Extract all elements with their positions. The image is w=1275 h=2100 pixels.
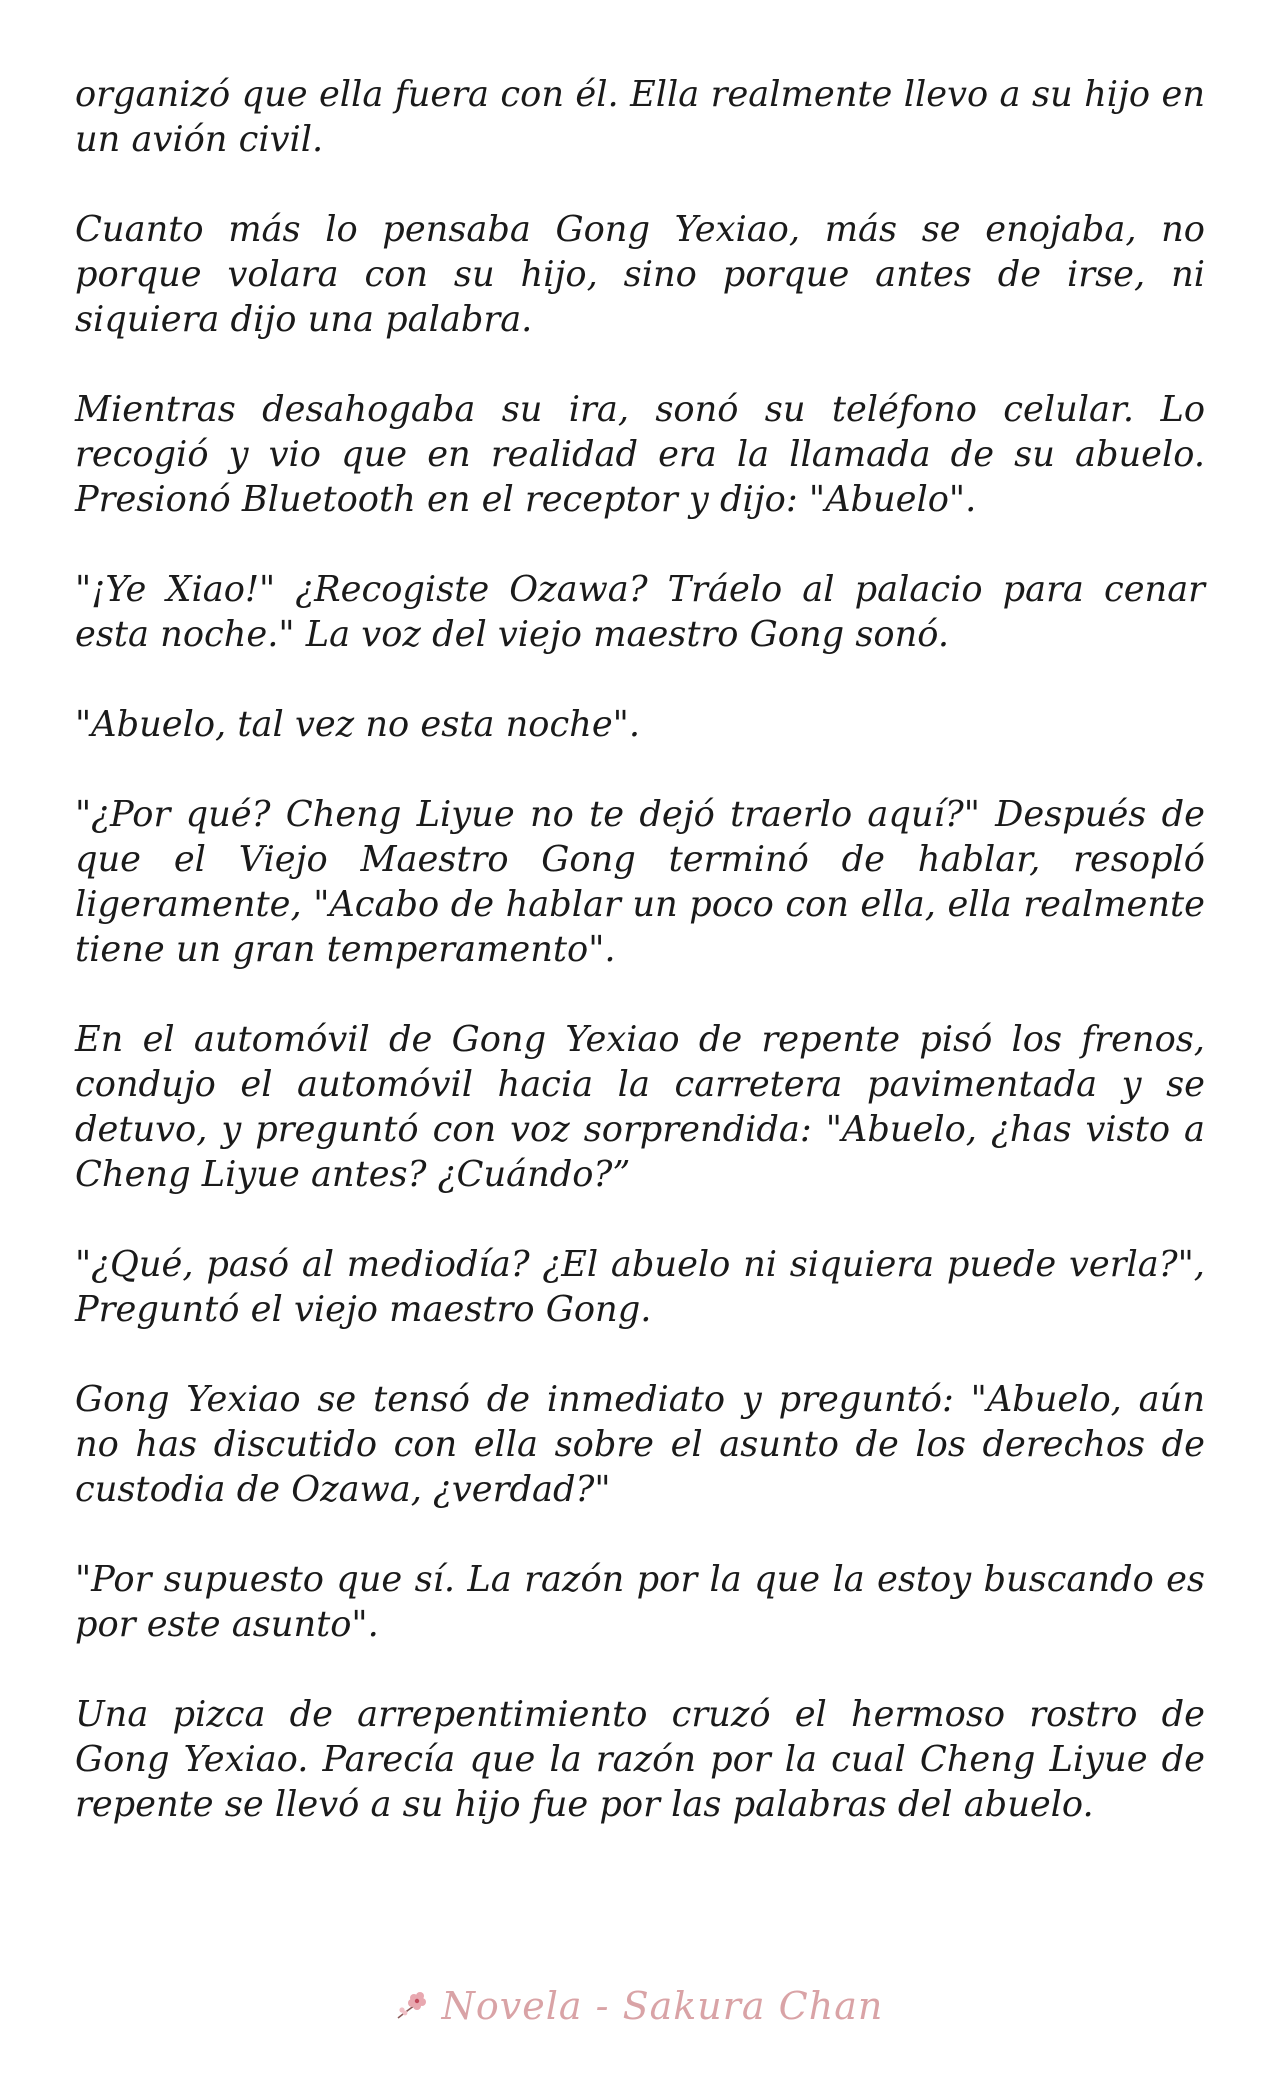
paragraph: "Por supuesto que sí. La razón por la que la estoy buscando es por este asunto".	[75, 1559, 1205, 1645]
document-body	[75, 72, 1205, 1872]
paragraph: Gong Yexiao se tensó de inmediato y preguntó: "Abuelo, aún no has discutido con ella sobre el asunto de los derechos de custodia de Ozawa, ¿verdad?"	[75, 1379, 1205, 1510]
paragraph: En el automóvil de Gong Yexiao de repente pisó los frenos, condujo el automóvil hacia la carretera pavimentada y se detuvo, y preguntó con voz sorprendida: "Abuelo, ¿has visto a Cheng Liyue antes? ¿Cuándo?”	[75, 1019, 1205, 1195]
watermark-text: Novela - Sakura Chan	[441, 1984, 884, 2028]
paragraph: organizó que ella fuera con él. Ella realmente llevo a su hijo en un avión civil.	[75, 74, 1205, 160]
paragraph: Mientras desahogaba su ira, sonó su teléfono celular. Lo recogió y vio que en realidad era la llamada de su abuelo. Presionó Bluetooth en el receptor y dijo: "Abuelo".	[75, 389, 1205, 520]
paragraph: Cuanto más lo pensaba Gong Yexiao, más se enojaba, no porque volara con su hijo, sino porque antes de irse, ni siquiera dijo una palabra.	[75, 209, 1205, 340]
cherry-blossom-icon	[392, 1988, 434, 2024]
watermark	[0, 1984, 1275, 2028]
paragraph: "¡Ye Xiao!" ¿Recogiste Ozawa? Tráelo al palacio para cenar esta noche." La voz del viejo maestro Gong sonó.	[75, 569, 1205, 655]
paragraph: "Abuelo, tal vez no esta noche".	[75, 704, 641, 745]
paragraph: Una pizca de arrepentimiento cruzó el hermoso rostro de Gong Yexiao. Parecía que la razón por la cual Cheng Liyue de repente se llevó a su hijo fue por las palabras del abuelo.	[75, 1694, 1205, 1825]
paragraph: "¿Por qué? Cheng Liyue no te dejó traerlo aquí?" Después de que el Viejo Maestro Gong terminó de hablar, resopló ligeramente, "Acabo de hablar un poco con ella, ella realmente tiene un gran temperamento".	[75, 794, 1205, 970]
paragraph: "¿Qué, pasó al mediodía? ¿El abuelo ni siquiera puede verla?", Preguntó el viejo maestro Gong.	[75, 1244, 1205, 1330]
